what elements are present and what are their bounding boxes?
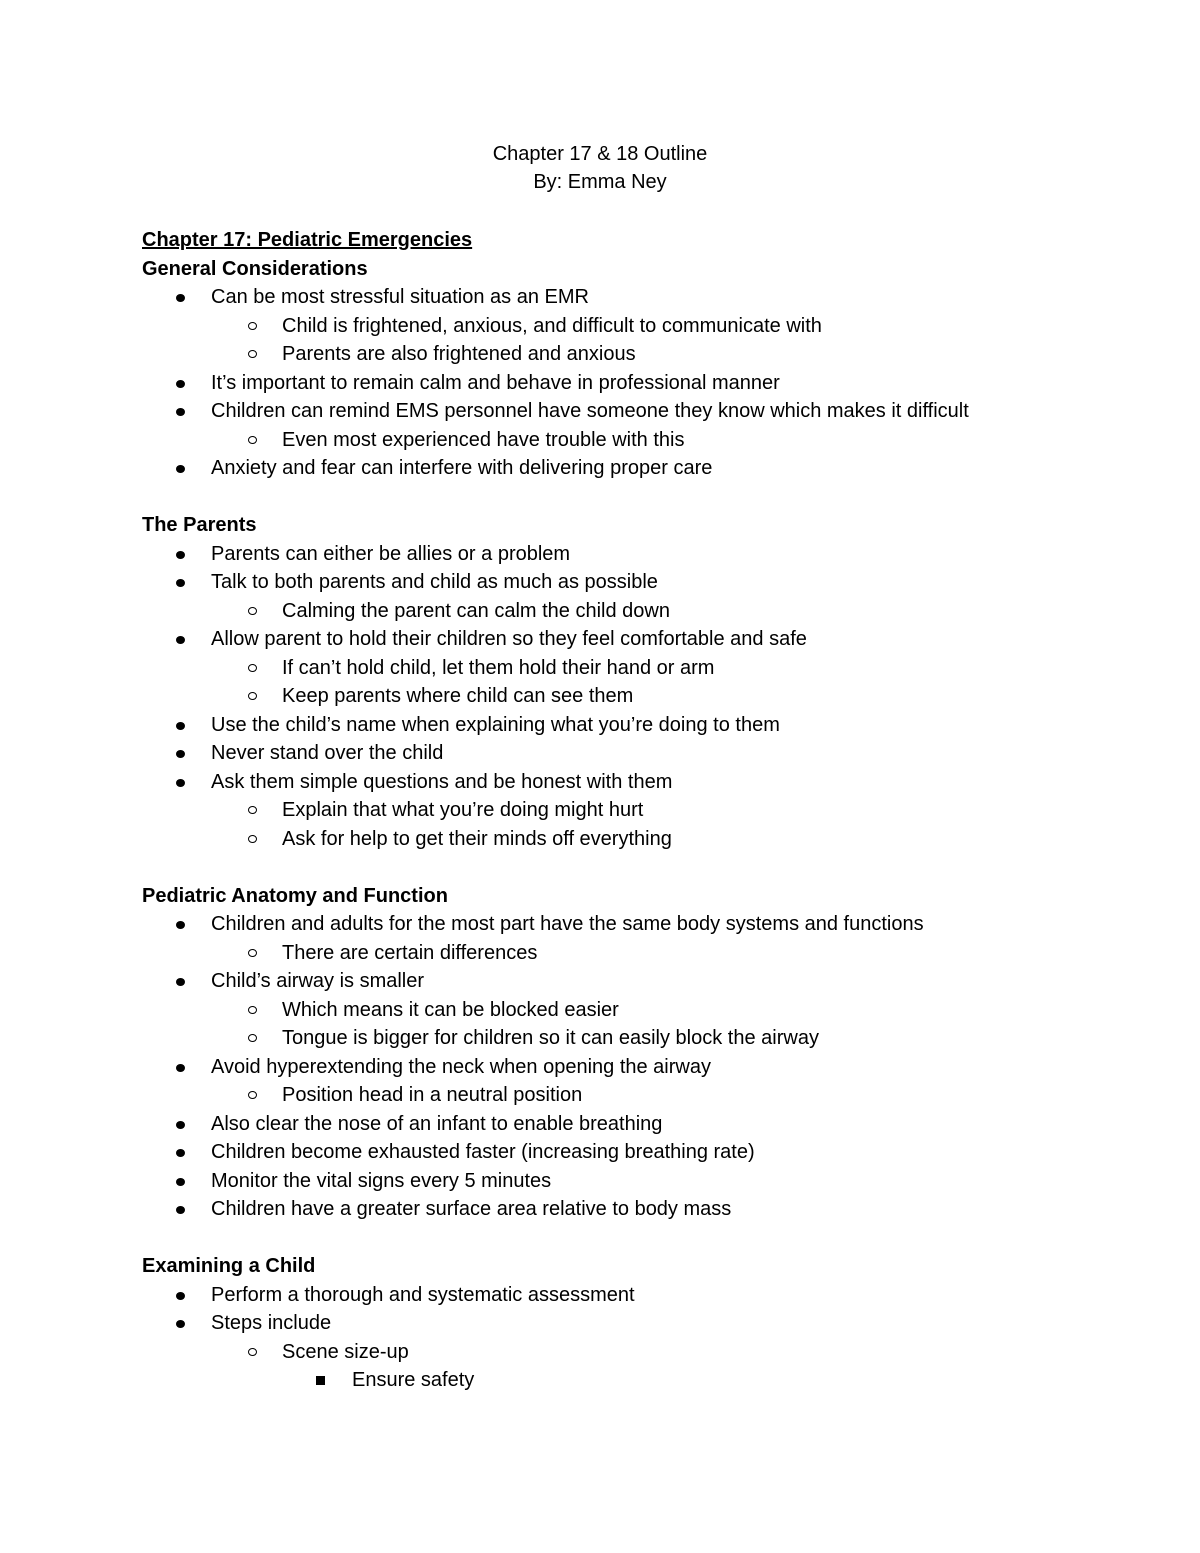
list-item-text: Tongue is bigger for children so it can easily block the airway [282, 1027, 819, 1049]
list-item [142, 1366, 1142, 1395]
bullet-dot-icon [176, 1320, 185, 1328]
list-item-text: Position head in a neutral position [282, 1084, 583, 1106]
list-item-text: Allow parent to hold their children so they feel comfortable and safe [211, 628, 807, 650]
list-item [142, 825, 1142, 854]
chapter-heading: Chapter 17: Pediatric Emergencies [142, 229, 473, 251]
list-item-text: Scene size-up [282, 1340, 409, 1363]
document-author: By: Emma Ney [533, 171, 667, 193]
list-item-text: Never stand over the child [211, 742, 444, 764]
list-item [142, 1338, 1142, 1367]
bullet-ring-icon [248, 350, 257, 358]
list-item-text: Talk to both parents and child as much as possible [211, 571, 658, 593]
list-item-text: Can be most stressful situation as an EMR [211, 286, 589, 308]
section-spacer [142, 483, 1142, 512]
section-spacer [142, 853, 1142, 882]
list-item [142, 1281, 1142, 1310]
bullet-ring-icon [248, 1034, 257, 1042]
list-item-text: Monitor the vital signs every 5 minutes [211, 1169, 552, 1192]
bullet-dot-icon [176, 921, 185, 929]
bullet-dot-icon [176, 1292, 185, 1300]
bullet-dot-icon [176, 750, 185, 758]
list-item [142, 796, 1142, 825]
bullet-dot-icon [176, 1121, 185, 1129]
list-item [142, 426, 1142, 455]
bullet-ring-icon [248, 692, 257, 700]
list-item [142, 369, 1142, 398]
bullet-dot-icon [176, 722, 185, 730]
list-item [142, 711, 1142, 740]
list-item-text: Children and adults for the most part have the same body systems and functions [211, 913, 924, 935]
section-spacer [142, 1224, 1142, 1253]
bullet-ring-icon [248, 664, 257, 672]
list-item [142, 967, 1142, 996]
list-item [142, 682, 1142, 711]
list-item [142, 739, 1142, 768]
outline-content [142, 226, 1142, 1395]
bullet-ring-icon [248, 607, 257, 615]
bullet-ring-icon [248, 949, 257, 957]
list-item-text: Explain that what you’re doing might hurt [282, 799, 644, 821]
list-item-text: Anxiety and fear can interfere with delivering proper care [211, 457, 713, 479]
list-item [142, 768, 1142, 797]
list-item-text: If can’t hold child, let them hold their hand or arm [282, 656, 715, 679]
list-item [142, 1110, 1142, 1139]
bullet-ring-icon [248, 806, 257, 814]
list-item-text: Children become exhausted faster (increasing breathing rate) [211, 1141, 755, 1163]
list-item-text: Steps include [211, 1312, 332, 1334]
list-item [142, 540, 1142, 569]
list-item [142, 1138, 1142, 1167]
document-title: Chapter 17 & 18 Outline [492, 143, 708, 165]
list-item-text: Parents can either be allies or a problem [211, 542, 571, 565]
list-item-text: Children have a greater surface area relative to body mass [211, 1198, 732, 1220]
bullet-dot-icon [176, 1149, 185, 1157]
list-item-text: Keep parents where child can see them [282, 685, 634, 707]
bullet-dot-icon [176, 978, 185, 986]
list-item-text: Children can remind EMS personnel have someone they know which makes it difficult [211, 400, 969, 422]
list-item [142, 1195, 1142, 1224]
list-item-text: Perform a thorough and systematic assessment [211, 1283, 635, 1306]
bullet-dot-icon [176, 1178, 185, 1186]
section-heading: The Parents [142, 514, 257, 536]
section-heading: Examining a Child [142, 1255, 316, 1277]
section-heading: General Considerations [142, 257, 368, 280]
bullet-dot-icon [176, 465, 185, 473]
bullet-dot-icon [176, 294, 185, 302]
bullet-ring-icon [248, 436, 257, 444]
bullet-dot-icon [176, 579, 185, 587]
list-item-text: Which means it can be blocked easier [282, 998, 619, 1021]
list-item-text: Even most experienced have trouble with this [282, 428, 685, 451]
section-heading: Pediatric Anatomy and Function [142, 884, 448, 907]
list-item [142, 340, 1142, 369]
list-item-text: Parents are also frightened and anxious [282, 343, 636, 365]
bullet-ring-icon [248, 835, 257, 843]
bullet-ring-icon [248, 322, 257, 330]
list-item-text: Ask for help to get their minds off everything [282, 827, 672, 850]
bullet-dot-icon [176, 1064, 185, 1072]
list-item [142, 597, 1142, 626]
list-item [142, 625, 1142, 654]
list-item [142, 1167, 1142, 1196]
list-item [142, 910, 1142, 939]
list-item-text: Calming the parent can calm the child down [282, 599, 670, 622]
bullet-dot-icon [176, 408, 185, 416]
list-item [142, 454, 1142, 483]
bullet-dot-icon [176, 551, 185, 559]
list-item-text: Child’s airway is smaller [211, 970, 425, 992]
list-item [142, 996, 1142, 1025]
list-item-text: Child is frightened, anxious, and difficult to communicate with [282, 314, 822, 337]
list-item [142, 1309, 1142, 1338]
list-item-text: Also clear the nose of an infant to enable breathing [211, 1112, 663, 1135]
list-item-text: There are certain differences [282, 941, 538, 964]
bullet-dot-icon [176, 380, 185, 388]
bullet-dot-icon [176, 636, 185, 644]
list-item [142, 283, 1142, 312]
list-item [142, 654, 1142, 683]
bullet-ring-icon [248, 1091, 257, 1099]
list-item-text: It’s important to remain calm and behave in professional manner [211, 371, 780, 394]
list-item [142, 1081, 1142, 1110]
bullet-dot-icon [176, 779, 185, 787]
list-item [142, 939, 1142, 968]
bullet-dot-icon [176, 1206, 185, 1214]
list-item-text: Ensure safety [352, 1369, 475, 1391]
bullet-ring-icon [248, 1348, 257, 1356]
list-item [142, 397, 1142, 426]
list-item [142, 1024, 1142, 1053]
list-item-text: Avoid hyperextending the neck when opening the airway [211, 1055, 711, 1078]
list-item-text: Ask them simple questions and be honest with them [211, 770, 673, 793]
bullet-square-icon [316, 1376, 325, 1385]
list-item [142, 1053, 1142, 1082]
bullet-ring-icon [248, 1006, 257, 1014]
list-item-text: Use the child’s name when explaining what you’re doing to them [211, 713, 780, 736]
list-item [142, 312, 1142, 341]
list-item [142, 568, 1142, 597]
